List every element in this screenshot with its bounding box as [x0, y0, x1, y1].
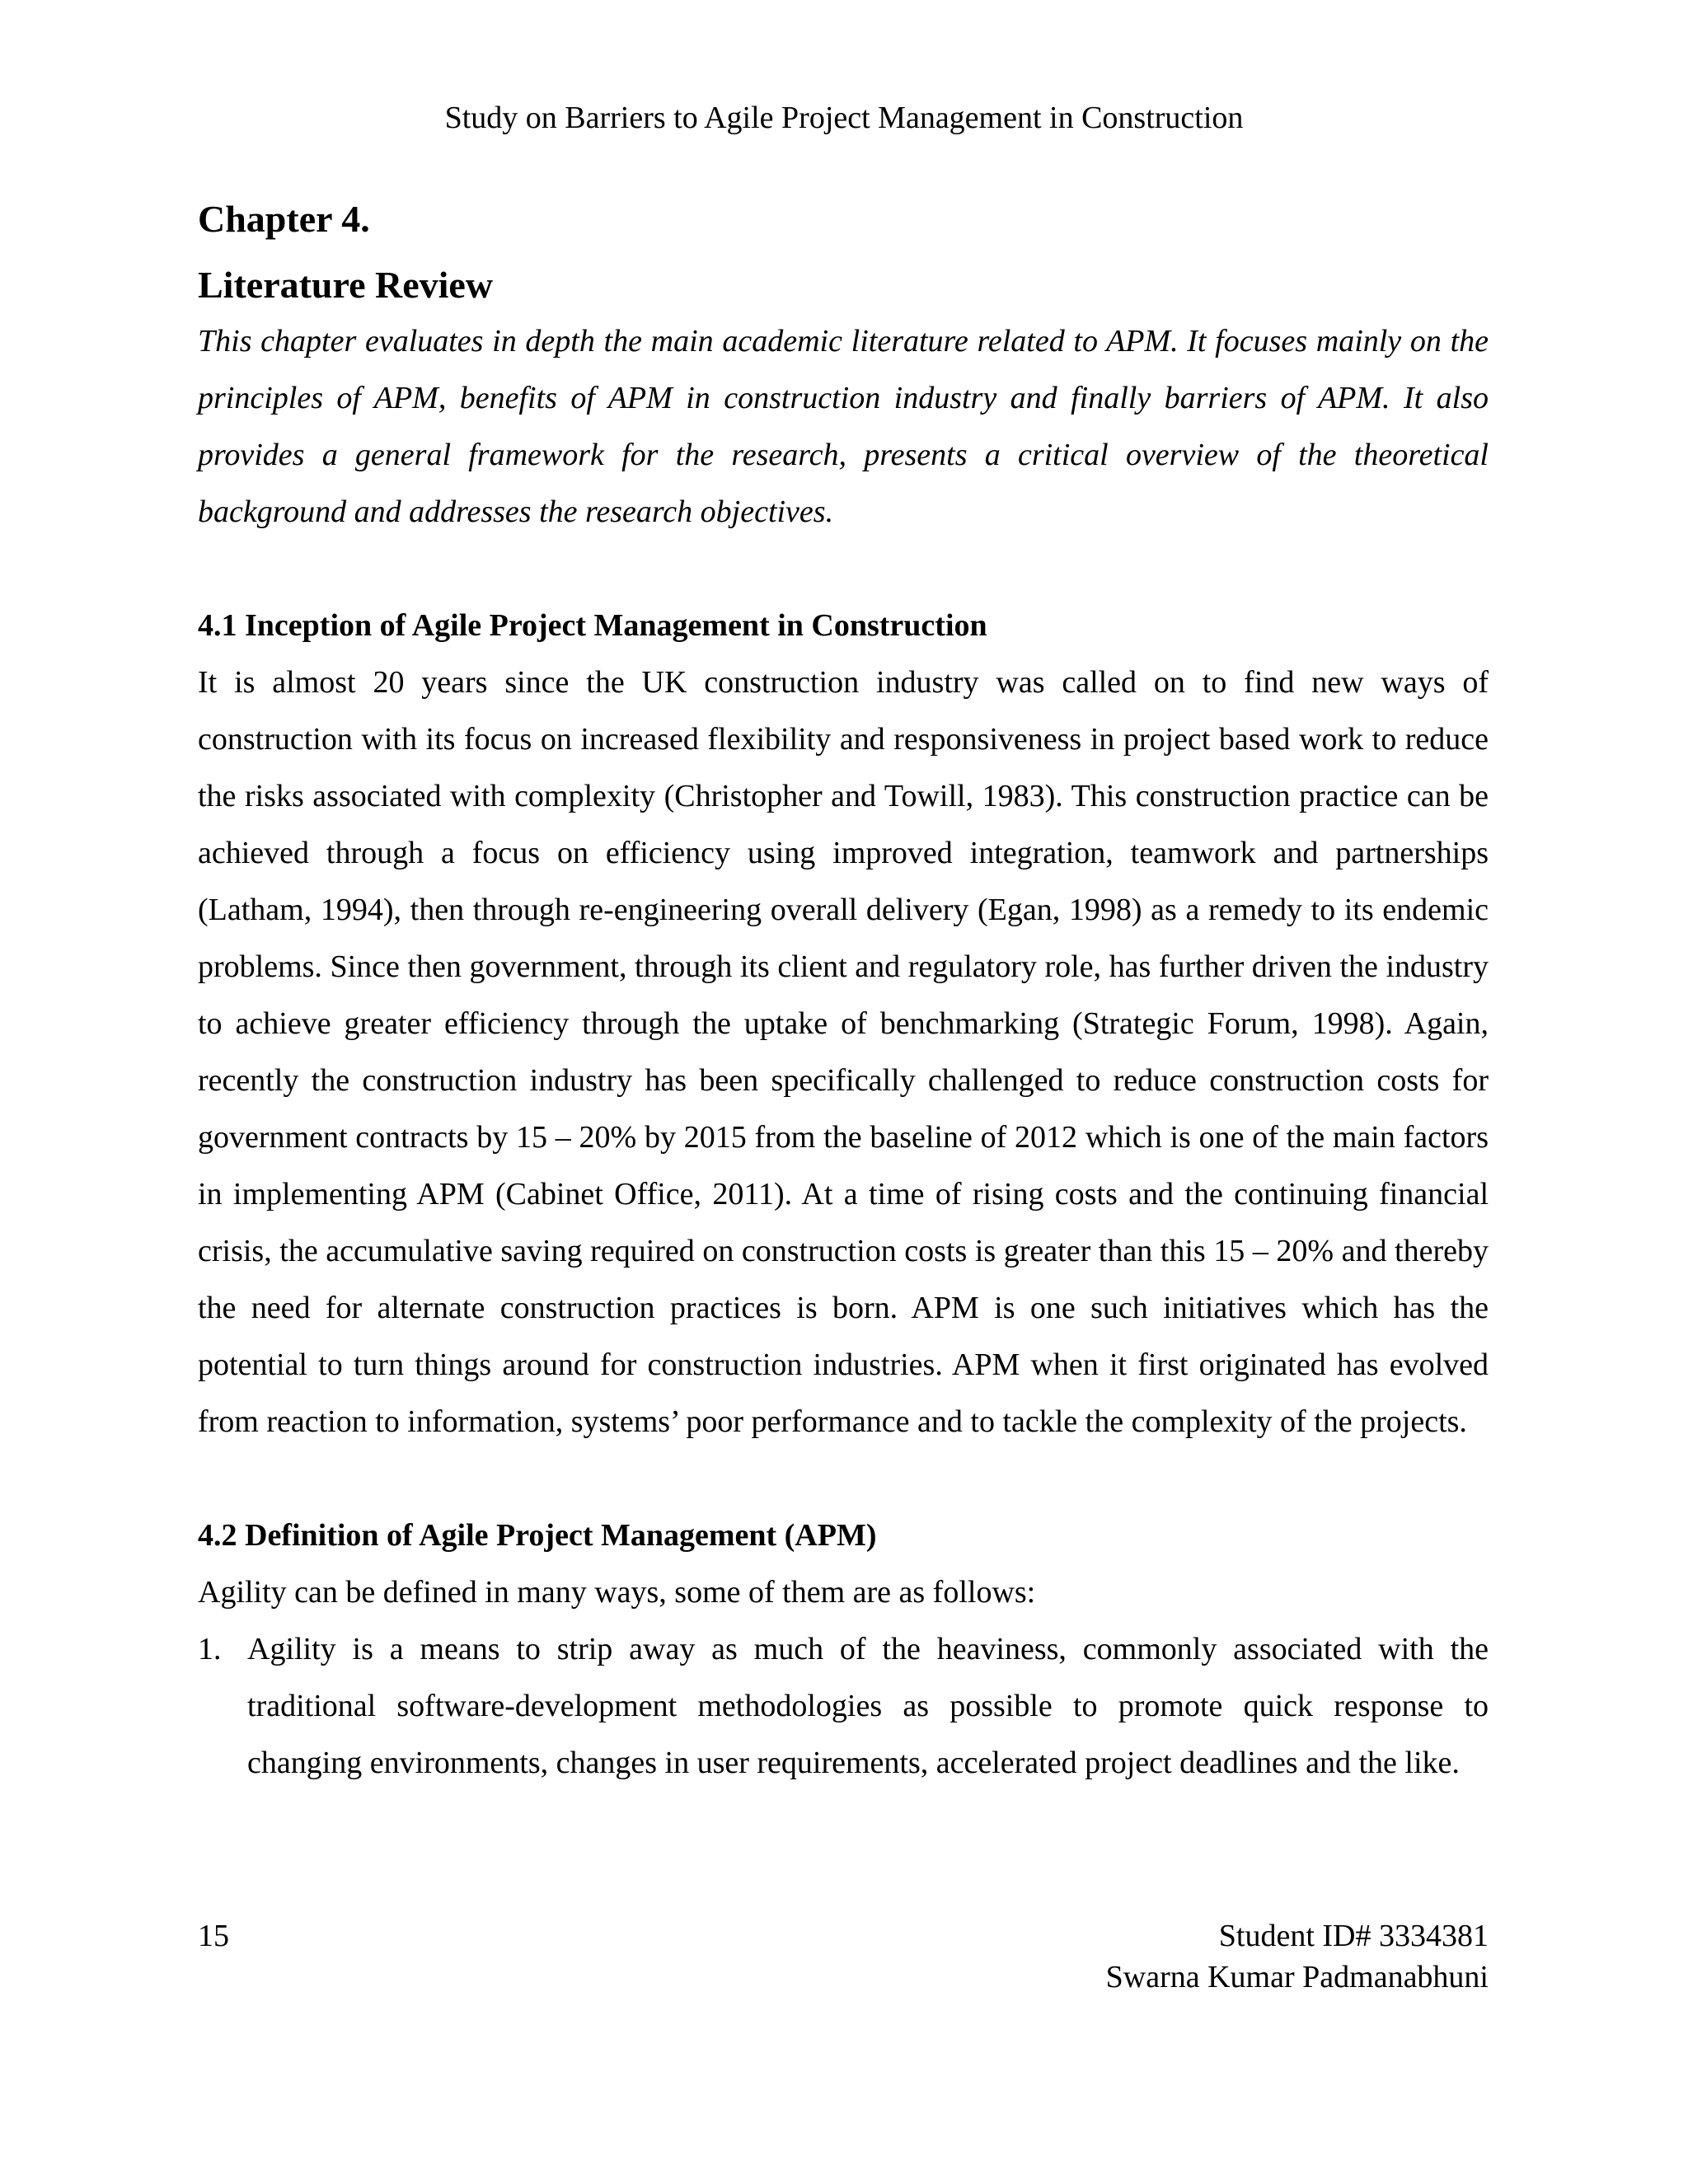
section-heading-4-2: 4.2 Definition of Agile Project Management (APM): [198, 1518, 877, 1553]
chapter-label: Chapter 4.: [198, 198, 370, 240]
page-content: [198, 191, 1489, 1792]
chapter-intro: This chapter evaluates in depth the main academic literature related to APM. It focuses mainly on the principles of APM, benefits of APM in construction industry and finally barriers of APM. It also provides a general framework for the research, presents a critical overview of the theoretical background and addresses the research objectives.: [198, 324, 1489, 529]
running-header: Study on Barriers to Agile Project Management in Construction: [444, 101, 1244, 135]
page-number: 15: [198, 1919, 229, 1953]
list-item: [198, 1621, 1489, 1792]
footer-author-block: [1106, 1915, 1489, 1998]
student-id: Student ID# 3334381: [1218, 1919, 1489, 1953]
section-paragraph-4-1: It is almost 20 years since the UK construction industry was called on to find new ways of construction with its focus on increased flexibility and responsiveness in project based work to reduce the risks associated with complexity (Christopher and Towill, 1983). This construction practice can be achieved through a focus on efficiency using improved integration, teamwork and partnerships (Latham, 1994), then through re-engineering overall delivery (Egan, 1998) as a remedy to its endemic problems. Since then government, through its client and regulatory role, has further driven the industry to achieve greater efficiency through the uptake of benchmarking (Strategic Forum, 1998). Again, recently the construction industry has been specifically challenged to reduce construction costs for government contracts by 15 – 20% by 2015 from the baseline of 2012 which is one of the main factors in implementing APM (Cabinet Office, 2011). At a time of rising costs and the continuing financial crisis, the accumulative saving required on construction costs is greater than this 15 – 20% and thereby the need for alternate construction practices is born. APM is one such initiatives which has the potential to turn things around for construction industries. APM when it first originated has evolved from reaction to information, systems’ poor performance and to tackle the complexity of the projects.: [198, 665, 1489, 1439]
chapter-title: Literature Review: [198, 264, 494, 306]
list-item-text: Agility is a means to strip away as much of the heaviness, commonly associated with the traditional software-development methodologies as possible to promote quick response to changing environments, changes in user requirements, accelerated project deadlines and the like.: [247, 1632, 1489, 1780]
section-paragraph-4-2: Agility can be defined in many ways, some of them are as follows:: [198, 1575, 1036, 1610]
author-name: Swarna Kumar Padmanabhuni: [1105, 1960, 1489, 1994]
list-item-number: 1.: [198, 1632, 222, 1666]
definition-list: [198, 1621, 1489, 1792]
spacer: [198, 541, 1489, 598]
spacer: [198, 1451, 1489, 1507]
section-heading-4-1: 4.1 Inception of Agile Project Management in Construction: [198, 608, 987, 643]
